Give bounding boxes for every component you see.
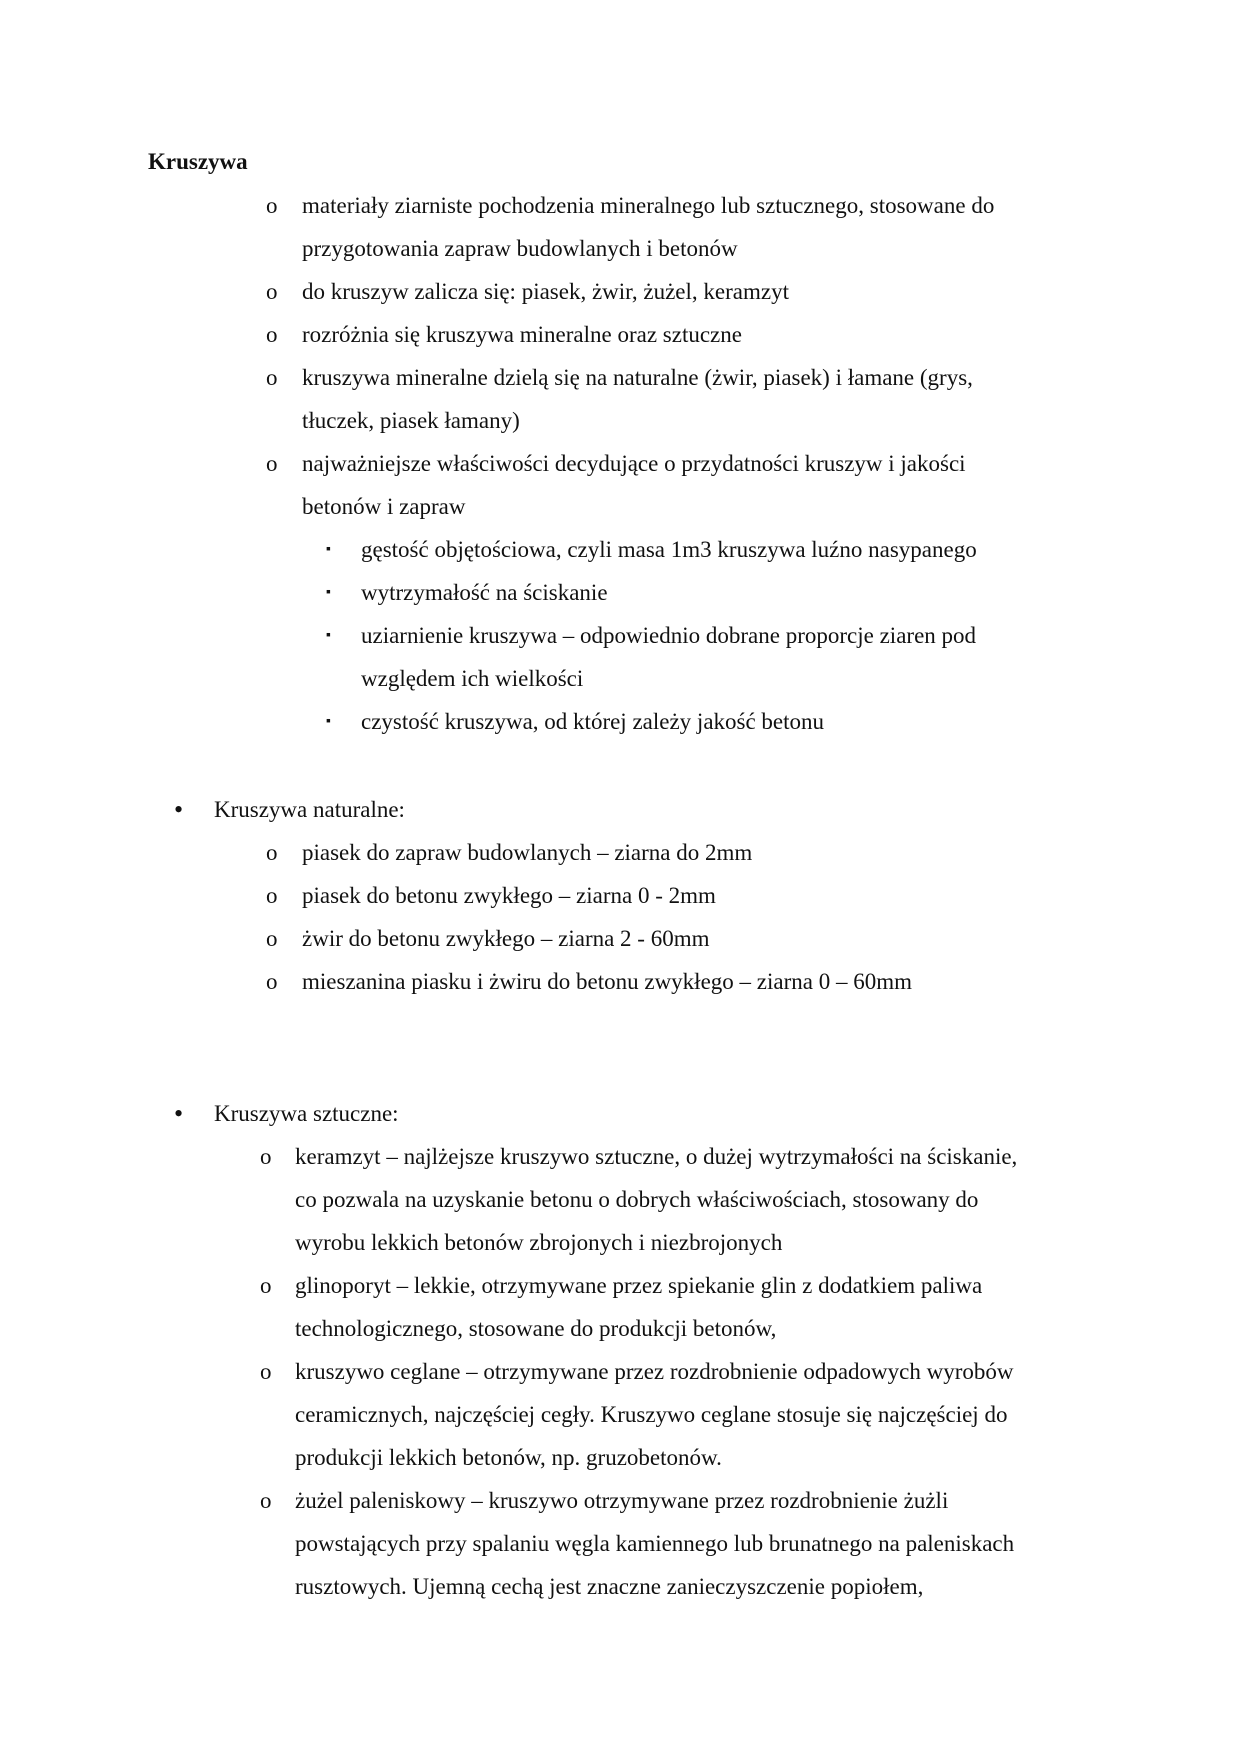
list-item-line <box>0 614 1240 657</box>
artificial-aggregates-section <box>0 1092 1240 1608</box>
list-item-line <box>0 442 1240 485</box>
document-title: Kruszywa <box>148 149 248 174</box>
list-item-text: względem ich wielkości <box>361 666 584 691</box>
list-item-line <box>0 1479 1240 1522</box>
circle-bullet-icon: o <box>266 322 278 347</box>
list-item-line <box>0 184 1240 227</box>
list-item-text: ceramicznych, najczęściej cegły. Kruszywo ceglane stosuje się najczęściej do <box>295 1402 1008 1427</box>
list-item-text: najważniejsze właściwości decydujące o przydatności kruszyw i jakości <box>302 451 966 476</box>
list-item-line <box>0 1436 1240 1479</box>
section-heading-text: Kruszywa naturalne: <box>214 797 405 822</box>
list-item-text: betonów i zapraw <box>302 494 466 519</box>
list-item-text: piasek do zapraw budowlanych – ziarna do 2mm <box>302 840 753 865</box>
list-item-text: kruszywa mineralne dzielą się na naturalne (żwir, piasek) i łamane (grys, <box>302 365 973 390</box>
list-item-text: rozróżnia się kruszywa mineralne oraz sztuczne <box>302 322 742 347</box>
list-item-text: keramzyt – najlżejsze kruszywo sztuczne, o dużej wytrzymałości na ściskanie, <box>295 1144 1018 1169</box>
list-item-line <box>0 227 1240 270</box>
list-item-line <box>0 917 1240 960</box>
list-item-text: kruszywo ceglane – otrzymywane przez rozdrobnienie odpadowych wyrobów <box>295 1359 1014 1384</box>
circle-bullet-icon: o <box>260 1144 272 1169</box>
list-item-text: rusztowych. Ujemną cechą jest znaczne zanieczyszczenie popiołem, <box>295 1574 924 1599</box>
section-heading <box>0 788 1240 831</box>
list-item-line <box>0 1135 1240 1178</box>
list-item-text: do kruszyw zalicza się: piasek, żwir, żużel, keramzyt <box>302 279 789 304</box>
list-item-line <box>0 1393 1240 1436</box>
list-item-line <box>0 1178 1240 1221</box>
list-item-line <box>0 313 1240 356</box>
circle-bullet-icon: o <box>266 365 278 390</box>
circle-bullet-icon: o <box>266 883 278 908</box>
list-item-line <box>0 1350 1240 1393</box>
circle-bullet-icon: o <box>260 1359 272 1384</box>
square-bullet-icon: ▪ <box>326 714 331 729</box>
list-item-text: wytrzymałość na ściskanie <box>361 580 608 605</box>
list-item-line <box>0 1565 1240 1608</box>
list-item-text: wyrobu lekkich betonów zbrojonych i niezbrojonych <box>295 1230 783 1255</box>
list-item-line <box>0 657 1240 700</box>
list-item-text: piasek do betonu zwykłego – ziarna 0 - 2mm <box>302 883 716 908</box>
list-item-text: uziarnienie kruszywa – odpowiednio dobrane proporcje ziaren pod <box>361 623 977 648</box>
list-item-line <box>0 1307 1240 1350</box>
list-item-line <box>0 485 1240 528</box>
list-item-text: czystość kruszywa, od której zależy jakość betonu <box>361 709 825 734</box>
circle-bullet-icon: o <box>260 1273 272 1298</box>
list-item-line <box>0 1522 1240 1565</box>
list-item-text: gęstość objętościowa, czyli masa 1m3 kruszywa luźno nasypanego <box>361 537 977 562</box>
circle-bullet-icon: o <box>266 193 278 218</box>
list-item-line <box>0 528 1240 571</box>
list-item-text: powstających przy spalaniu węgla kamiennego lub brunatnego na paleniskach <box>295 1531 1015 1556</box>
list-item-line <box>0 831 1240 874</box>
list-item-line <box>0 1264 1240 1307</box>
list-item-text: materiały ziarniste pochodzenia mineralnego lub sztucznego, stosowane do <box>302 193 995 218</box>
list-item-line <box>0 571 1240 614</box>
list-item-text: tłuczek, piasek łamany) <box>302 408 520 433</box>
square-bullet-icon: ▪ <box>326 628 331 643</box>
list-item-text: żwir do betonu zwykłego – ziarna 2 - 60mm <box>302 926 710 951</box>
list-item-line <box>0 399 1240 442</box>
list-item-text: produkcji lekkich betonów, np. gruzobetonów. <box>295 1445 722 1470</box>
square-bullet-icon: ▪ <box>326 585 331 600</box>
list-item-line <box>0 1221 1240 1264</box>
circle-bullet-icon: o <box>266 279 278 304</box>
list-item-line <box>0 270 1240 313</box>
square-bullet-icon: ▪ <box>326 542 331 557</box>
section-heading <box>0 1092 1240 1135</box>
list-item-line <box>0 960 1240 1003</box>
list-item-text: przygotowania zapraw budowlanych i betonów <box>302 236 738 261</box>
circle-bullet-icon: o <box>266 840 278 865</box>
list-item-text: żużel paleniskowy – kruszywo otrzymywane przez rozdrobnienie żużli <box>295 1488 949 1513</box>
list-item-text: technologicznego, stosowane do produkcji betonów, <box>295 1316 777 1341</box>
list-item-line <box>0 700 1240 743</box>
list-item-line <box>0 874 1240 917</box>
dot-bullet-icon: • <box>174 795 184 824</box>
section-heading-text: Kruszywa sztuczne: <box>214 1101 399 1126</box>
dot-bullet-icon: • <box>174 1099 184 1128</box>
list-item-text: mieszanina piasku i żwiru do betonu zwykłego – ziarna 0 – 60mm <box>302 969 912 994</box>
natural-aggregates-section <box>0 788 1240 1003</box>
list-item-line <box>0 356 1240 399</box>
circle-bullet-icon: o <box>266 926 278 951</box>
properties-list <box>0 184 1240 743</box>
list-item-text: co pozwala na uzyskanie betonu o dobrych właściwościach, stosowany do <box>295 1187 979 1212</box>
list-item-text: glinoporyt – lekkie, otrzymywane przez spiekanie glin z dodatkiem paliwa <box>295 1273 983 1298</box>
circle-bullet-icon: o <box>266 451 278 476</box>
circle-bullet-icon: o <box>260 1488 272 1513</box>
circle-bullet-icon: o <box>266 969 278 994</box>
